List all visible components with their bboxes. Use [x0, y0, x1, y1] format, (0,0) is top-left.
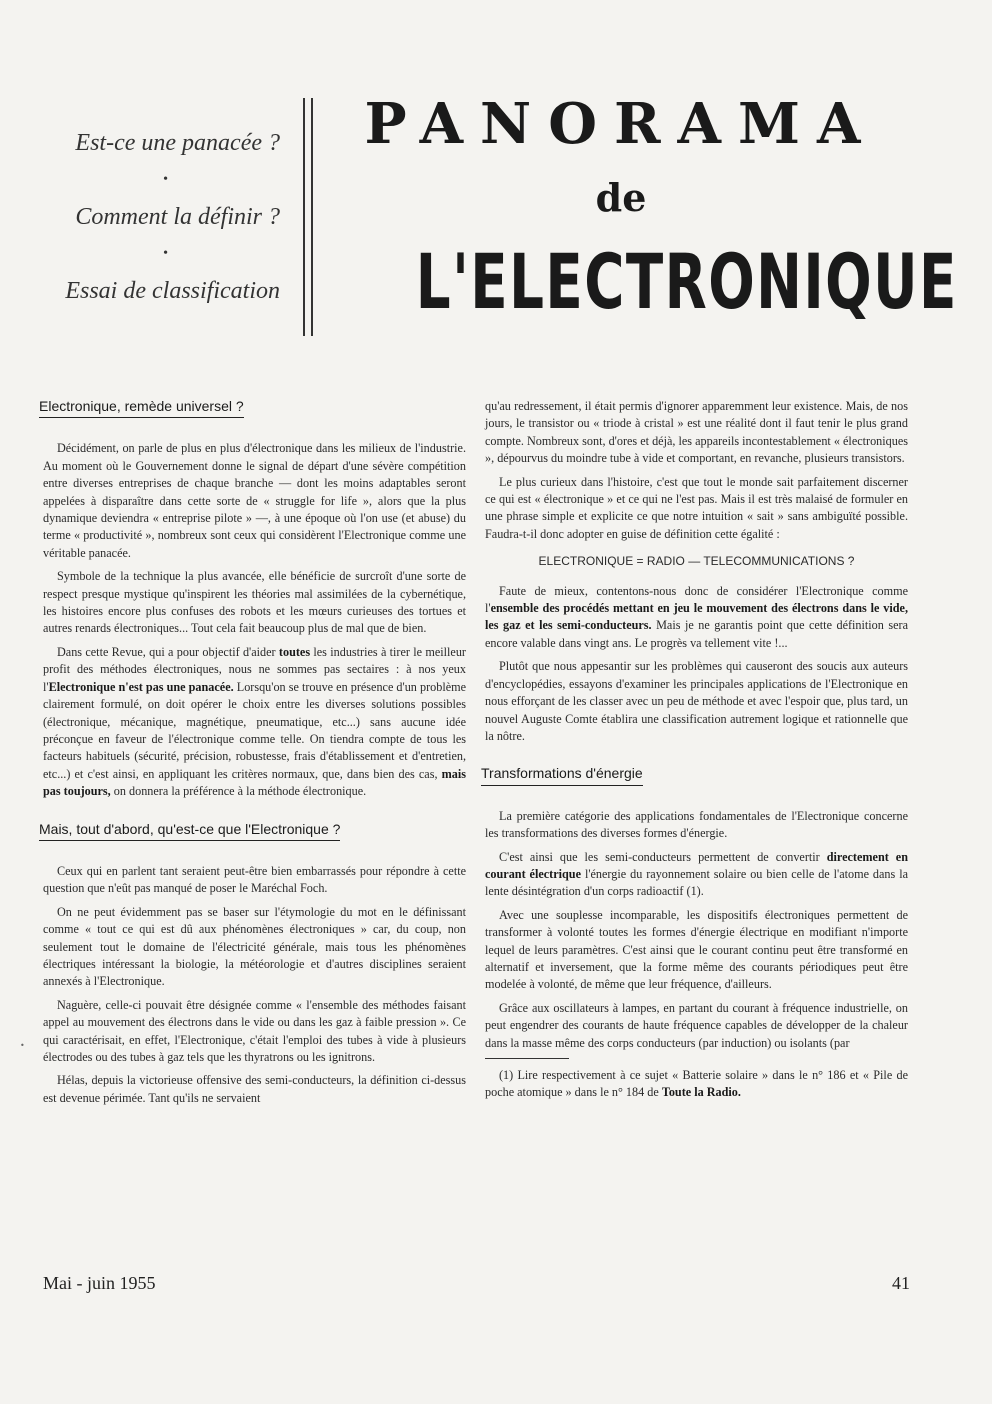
left-column: [39, 398, 466, 1113]
title-electronique: L'ELECTRONIQUE: [415, 237, 958, 326]
right-column: [481, 398, 908, 1108]
bold-text: Toute la Radio.: [661, 1085, 741, 1100]
text-run: Dans cette Revue, qui a pour objectif d'aider: [57, 644, 279, 659]
paragraph-revue: [43, 644, 466, 801]
section-heading-definition: Mais, tout d'abord, qu'est-ce que l'Electronique ?: [39, 821, 340, 841]
title-de: de: [595, 175, 647, 220]
tagline-panacee: Est-ce une panacée ?: [75, 130, 280, 156]
paragraph: Grâce aux oscillateurs à lampes, en partant du courant à fréquence industrielle, on peut engendrer des courants de haute fréquence capables de développer de la chaleur dans la masse même des corps conducteurs (par induction) ou isolants (par: [485, 1000, 908, 1050]
article-taglines: [30, 128, 280, 306]
paragraph: La première catégorie des applications fondamentales de l'Electronique concerne les transformations des diverses formes d'énergie.: [485, 808, 908, 841]
text-run: on donnera la préférence à la méthode électronique.: [110, 784, 367, 799]
bold-text: toutes: [278, 644, 311, 659]
page-number: 41: [892, 1273, 910, 1293]
text-run: les industries à tirer le meilleur profit des méthodes électroniques, nous ne sommes pas sectaires : à nos yeux l': [43, 644, 466, 694]
tagline-classification: Essai de classification: [65, 278, 280, 304]
issue-date: Mai - juin 1955: [43, 1273, 156, 1293]
bold-text: directement en courant électrique: [485, 849, 908, 881]
section-heading-transformations: Transformations d'énergie: [481, 765, 643, 785]
paragraph: Symbole de la technique la plus avancée, elle bénéficie de surcroît d'une sorte de respect presque mystique qu'inspirent les théories mal assimilées de la cybernétique, les histoires encore plus confuses des robots et les mœurs curieuses des tortues et autres renards électroniques... Tout cela fait beaucoup plus de mal que de bien.: [43, 569, 466, 636]
text-run: (1) Lire respectivement à ce sujet « Batterie solaire » dans le n° 186 et « Pile de poche atomique » dans le n° 184 de: [485, 1068, 908, 1100]
footnote: [485, 1067, 908, 1102]
definition-equation: ELECTRONIQUE = RADIO — TELECOMMUNICATIONS ?: [538, 554, 855, 569]
paragraph: Naguère, celle-ci pouvait être désignée comme « l'ensemble des méthodes faisant appel au mouvement des électrons dans le vide ou dans les gaz à faible pression ». Ce qui caractérisait, en effet, l'Electronique, c'était l'emploi des tubes à vide à plusieurs électrodes ou des tubes à gaz tels que les thyratrons ou les ignitrons.: [43, 997, 466, 1064]
paragraph-semi-conducteurs: [485, 849, 908, 901]
text-run: l'énergie du rayonnement solaire ou bien celle de l'atome dans la lente désintégration d'un corps radioactif (1).: [485, 866, 908, 899]
paragraph: Le plus curieux dans l'histoire, c'est que tout le monde sait parfaitement discerner ce qui est « électronique » et ce qui ne l'est pas. Mais il est très malaisé de formuler en une phrase simple et explicite ce que notre intuition « sait » sans ambiguïté possible. Faudra-t-il donc adopter en guise de définition cette égalité :: [485, 474, 908, 541]
text-run: Faute de mieux, contentons-nous donc de considérer l'Electronique comme l': [485, 583, 908, 616]
margin-dot: •: [20, 1041, 25, 1050]
section-heading-remede: Electronique, remède universel ?: [39, 398, 244, 418]
paragraph: Plutôt que nous appesantir sur les problèmes qui causeront des soucis aux auteurs d'encyclopédies, essayons d'examiner les principales applications de l'Electronique en nous efforçant de les classer avec un peu de méthode et avec l'espoir que, plus tard, un nouvel Auguste Comte établira une classification autrement logique et rationnelle que la nôtre.: [485, 659, 908, 743]
paragraph: qu'au redressement, il était permis d'ignorer apparemment leur existence. Mais, de nos jours, le transistor ou « triode à cristal » est une réalité dont il faut tenir le plus grand compte. Nombreux sont, d'ores et déjà, les appareils incontestablement « électroniques », dépourvus du moindre tube à vide et comportant, en revanche, plusieurs transistors.: [485, 399, 908, 466]
bullet-dot: •: [163, 246, 168, 261]
title-divider: [303, 98, 313, 336]
bullet-dot: •: [163, 172, 168, 187]
paragraph: Hélas, depuis la victorieuse offensive des semi-conducteurs, la définition ci-dessus est devenue périmée. Tant qu'ils ne servaient: [43, 1073, 466, 1105]
footnote-rule: [485, 1058, 569, 1059]
bold-text: ensemble des procédés mettant en jeu le mouvement des électrons dans le vide, les gaz et les semi-conducteurs.: [485, 601, 908, 633]
bold-text: mais pas toujours,: [43, 766, 466, 799]
text-run: Mais je ne garantis point que cette définition sera encore valable dans vingt ans. Le progrès va tellement vite !...: [485, 618, 908, 650]
paragraph: On ne peut évidemment pas se baser sur l'étymologie du mot en le définissant comme « tout ce qui est dû aux phénomènes électroniques » car, du coup, non seulement tout le domaine de l'électricité générale, mais tous les phénomènes électriques intéressant la biologie, la météorologie et d'autres disciplines seraient annexés à l'Electronique.: [43, 904, 466, 989]
text-run: C'est ainsi que les semi-conducteurs permettent de convertir: [499, 849, 827, 864]
paragraph: Décidément, on parle de plus en plus d'électronique dans les milieux de l'industrie. Au moment où le Gouvernement donne le signal de départ d'une sévère compétition entre diverses entreprises de chaque branche — dont les moins adaptables seront appelées à disparaître dans cette sorte de « struggle for life », alors que la plus dynamique deviendra « entreprise pilote » —, à une époque où l'on use (et abuse) du terme « productivité », nombreux sont ceux qui considèrent l'Electronique comme une véritable panacée.: [43, 441, 466, 560]
paragraph: Ceux qui en parlent tant seraient peut-être bien embarrassés pour répondre à cette question que n'eût pas manqué de poser le Maréchal Foch.: [43, 863, 466, 896]
paragraph: Avec une souplesse incomparable, les dispositifs électroniques permettent de transformer à volonté toutes les formes d'énergie électrique en modifiant n'importe lequel de leurs paramètres. C'est ainsi que le courant continu peut être transformé en alternatif et inversement, que la forme même des courants périodiques peut être modelée à volonté, de même que leur fréquence, d'ailleurs.: [485, 907, 908, 992]
text-run: Lorsqu'on se trouve en présence d'un problème clairement formulé, on doit opérer le choix entre les diverses solutions possibles (électronique, mécanique, magnétique, pneumatique, etc...) sans aucune idée préconçue en faveur de l'électronique comme telle. On tiendra compte de tous les facteurs habituels (sécurité, précision, robustesse, frais d'établissement et d'entretien, etc...) et c'est ainsi, en appliquant les critères normaux, que, dans bien des cas,: [43, 679, 466, 781]
tagline-definir: Comment la définir ?: [75, 204, 280, 230]
paragraph-faute: [485, 583, 908, 653]
title-panorama: PANORAMA: [364, 91, 878, 157]
bold-text: Electronique n'est pas une panacée.: [48, 679, 234, 694]
